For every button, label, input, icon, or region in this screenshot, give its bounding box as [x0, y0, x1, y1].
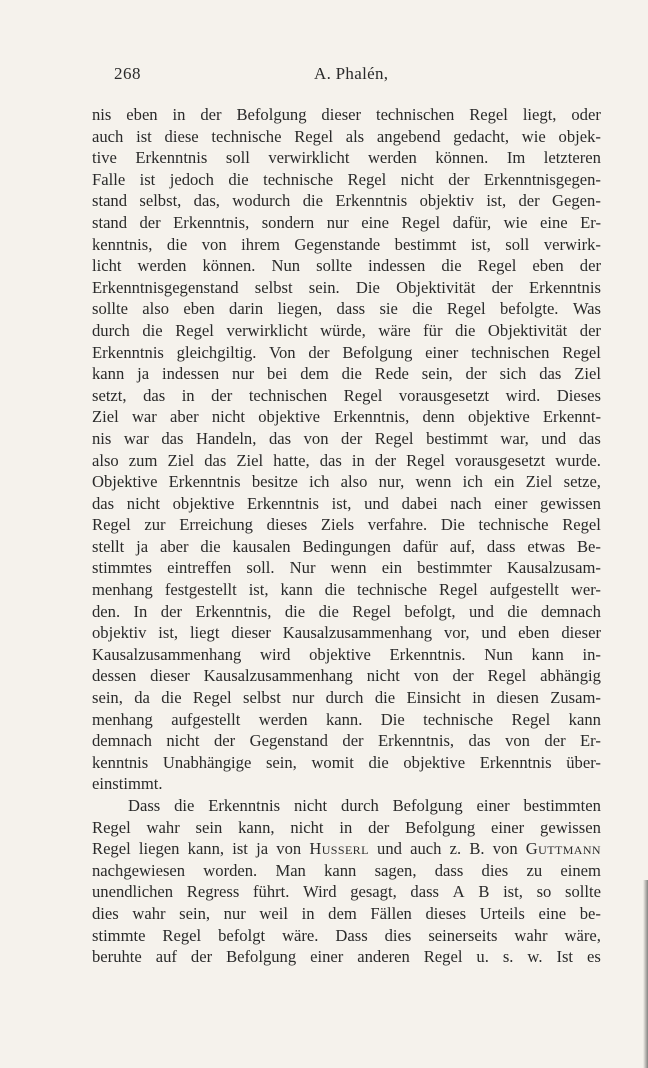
text-line: menhang festgestellt ist, kann die technische Regel aufgestellt wer- — [92, 580, 601, 600]
page-header — [114, 64, 554, 88]
text-line: Erkenntnis gleichgiltig. Von der Befolgung einer technischen Regel — [92, 342, 601, 362]
text-line: Regel liegen kann, ist ja von Husserl und auch z. B. von Guttmann — [92, 839, 601, 859]
text-line: nachgewiesen worden. Man kann sagen, dass dies zu einem — [92, 860, 601, 880]
page-edge-shadow — [643, 880, 648, 1068]
text-line: Erkenntnisgegenstand selbst sein. Die Objektivität der Erkenntnis — [92, 277, 601, 297]
text-line: tive Erkenntnis soll verwirklicht werden können. Im letzteren — [92, 148, 601, 168]
text-line: dies wahr sein, nur weil in dem Fällen dieses Urteils eine be- — [92, 903, 601, 923]
text-line: auch ist diese technische Regel als angebend gedacht, wie objek- — [92, 126, 601, 146]
body-text — [92, 104, 601, 968]
text-line: Dass die Erkenntnis nicht durch Befolgung einer bestimmten — [128, 796, 601, 815]
running-head: A. Phalén, — [314, 64, 389, 83]
text-line: demnach nicht der Gegenstand der Erkenntnis, das von der Er- — [92, 731, 601, 751]
text-line: stimmte Regel befolgt wäre. Dass dies seinerseits wahr wäre, — [92, 925, 601, 945]
text-line: nis eben in der Befolgung dieser technischen Regel liegt, oder — [92, 105, 601, 124]
text-line: durch die Regel verwirklicht würde, wäre für die Objektivität der — [92, 320, 601, 340]
text-line: sein, da die Regel selbst nur durch die Einsicht in diesen Zusam- — [92, 688, 601, 708]
text-line: stimmtes eintreffen soll. Nur wenn ein bestimmter Kausalzusam- — [92, 558, 601, 578]
text-line: beruhte auf der Befolgung einer anderen Regel u. s. w. Ist es — [92, 947, 601, 967]
text-line: kann ja indessen nur bei dem die Rede sein, der sich das Ziel — [92, 364, 601, 384]
text-line: unendlichen Regress führt. Wird gesagt, dass A B ist, so sollte — [92, 882, 601, 902]
paragraph — [92, 795, 601, 968]
text-line: den. In der Erkenntnis, die die Regel befolgt, und die demnach — [92, 601, 601, 621]
text-line: das nicht objektive Erkenntnis ist, und dabei nach einer gewissen — [92, 493, 601, 513]
text-line: Regel wahr sein kann, nicht in der Befolgung einer gewissen — [92, 817, 601, 837]
text-line: menhang aufgestellt werden kann. Die technische Regel kann — [92, 709, 601, 729]
text-line: stand der Erkenntnis, sondern nur eine Regel dafür, wie eine Er- — [92, 212, 601, 232]
paragraph — [92, 104, 601, 795]
text-line: Objektive Erkenntnis besitze ich also nur, wenn ich ein Ziel setze, — [92, 472, 601, 492]
text-line: sollte also eben darin liegen, dass sie die Regel befolgte. Was — [92, 299, 601, 319]
text-line: Regel zur Erreichung dieses Ziels verfahre. Die technische Regel — [92, 515, 601, 535]
text-line: setzt, das in der technischen Regel vorausgesetzt wird. Dieses — [92, 385, 601, 405]
text-line: dessen dieser Kausalzusammenhang nicht von der Regel abhängig — [92, 666, 601, 686]
text-line: objektiv ist, liegt dieser Kausalzusammenhang vor, und eben dieser — [92, 623, 601, 643]
page-number: 268 — [114, 64, 141, 83]
text-line: einstimmt. — [92, 774, 163, 794]
text-line: Falle ist jedoch die technische Regel nicht der Erkenntnisgegen- — [92, 169, 601, 189]
text-line: nis war das Handeln, das von der Regel bestimmt war, und das — [92, 428, 601, 448]
text-line: stand selbst, das, wodurch die Erkenntnis objektiv ist, der Gegen- — [92, 191, 601, 211]
text-line: Kausalzusammenhang wird objektive Erkenntnis. Nun kann in- — [92, 644, 601, 664]
text-line: stellt ja aber die kausalen Bedingungen dafür auf, dass etwas Be- — [92, 536, 601, 556]
text-line: licht werden können. Nun sollte indessen die Regel eben der — [92, 256, 601, 276]
text-line: also zum Ziel das Ziel hatte, das in der Regel vorausgesetzt wurde. — [92, 450, 601, 470]
text-line: kenntnis, die von ihrem Gegenstande bestimmt ist, soll verwirk- — [92, 234, 601, 254]
text-line: kenntnis Unabhängige sein, womit die objektive Erkenntnis über- — [92, 752, 601, 772]
text-line: Ziel war aber nicht objektive Erkenntnis, denn objektive Erkennt- — [92, 407, 601, 427]
